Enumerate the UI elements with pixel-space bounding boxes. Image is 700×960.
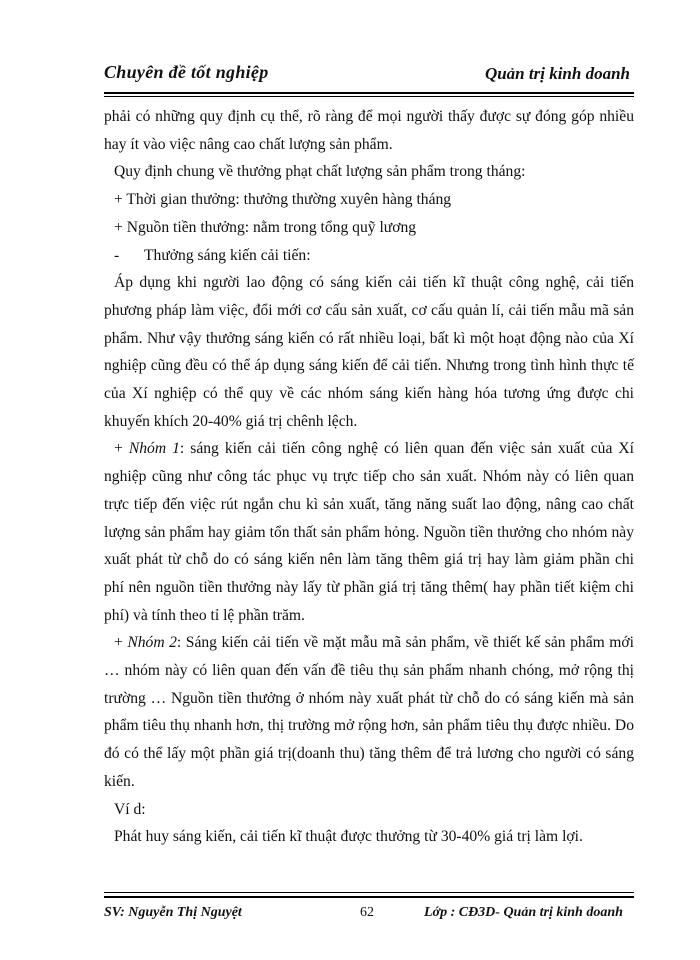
paragraph-9: Ví d:	[114, 800, 146, 818]
header-left-title: Chuyên đề tốt nghiệp	[104, 62, 269, 82]
page-header	[104, 62, 634, 88]
paragraph-10: Phát huy sáng kiến, cải tiến kĩ thuật được thưởng từ 30-40% giá trị làm lợi.	[114, 828, 583, 846]
group-1-label: Nhóm 1	[128, 440, 180, 458]
page-number: 62	[360, 905, 374, 920]
footer-class-name: Lớp : CĐ3D- Quản trị kinh doanh	[424, 905, 623, 920]
footer-student-name: SV: Nguyễn Thị Nguyệt	[104, 905, 242, 920]
paragraph-4: + Nguồn tiền thưởng: nằm trong tổng quỹ lương	[114, 218, 417, 236]
footer-rule-thin	[104, 892, 634, 893]
paragraph-7-text: : sáng kiến cải tiến công nghệ có liên quan đến việc sản xuất của Xí nghiệp cũng như công tác phục vụ trực tiếp cho sản xuất. Nhóm này có liên quan trực tiếp đến việc rút ngắn chu kì sản xuất, tăng năng suất lao động, nâng cao chất lượng sản phẩm hay giảm tổn thất sản phẩm hỏng. Nguồn tiền thưởng cho nhóm này xuất phát từ chỗ do có sáng kiến nên làm tăng thêm giá trị hay làm giảm phần chi phí nên nguồn tiền thưởng này lấy từ phần giá trị tăng thêm( hay phần tiết kiệm chi phí) và tính theo tỉ lệ phần trăm.	[104, 440, 634, 624]
document-body	[104, 103, 634, 851]
footer-rule-thick	[104, 896, 634, 898]
paragraph-1: phải có những quy định cụ thể, rõ ràng để mọi người thấy được sự đóng góp nhiều hay ít vào việc nâng cao chất lượng sản phẩm.	[104, 108, 634, 153]
paragraph-5-text: Thưởng sáng kiến cải tiến:	[144, 246, 311, 264]
paragraph-7-prefix: +	[114, 440, 129, 458]
paragraph-6: Áp dụng khi người lao động có sáng kiến cải tiến kĩ thuật công nghệ, cải tiến phương pháp làm việc, đổi mới cơ cấu sản xuất, cơ cấu quản lí, cải tiến mẫu mã sản phẩm. Như vậy thưởng sáng kiến có rất nhiều loại, bất kì một hoạt động nào của Xí nghiệp cũng đều có thể áp dụng sáng kiến để cải tiến. Nhưng trong tình hình thực tế của Xí nghiệp có thể quy về các nhóm sáng kiến hàng hóa tương ứng được chi khuyến khích 20-40% giá trị chênh lệch.	[104, 274, 634, 430]
group-2-label: Nhóm 2	[127, 634, 177, 652]
paragraph-2: Quy định chung về thưởng phạt chất lượng sản phẩm trong tháng:	[114, 163, 526, 181]
dash-marker: -	[114, 246, 120, 264]
paragraph-7	[104, 435, 634, 629]
paragraph-8-text: : Sáng kiến cải tiến về mặt mẫu mã sản phẩm, về thiết kế sản phẩm mới … nhóm này có liên quan đến vấn đề tiêu thụ sản phẩm nhanh chóng, mở rộng thị trường … Nguồn tiền thưởng ở nhóm này xuất phát từ chỗ do có sáng kiến mà sản phẩm tiêu thụ nhanh hơn, thị trường mở rộng hơn, sản phẩm tiêu thụ được nhiều. Do đó có thể lấy một phần giá trị(doanh thu) tăng thêm để trả lương cho người có sáng kiến.	[104, 634, 634, 790]
paragraph-3: + Thời gian thưởng: thưởng thường xuyên hàng tháng	[114, 191, 452, 209]
paragraph-8	[104, 629, 634, 795]
paragraph-5	[104, 242, 634, 270]
header-rule-thin	[104, 96, 634, 97]
paragraph-8-prefix: +	[114, 634, 128, 652]
page-footer	[104, 905, 634, 929]
header-rule-thick	[104, 92, 634, 94]
header-right-title: Quản trị kinh doanh	[484, 64, 630, 83]
